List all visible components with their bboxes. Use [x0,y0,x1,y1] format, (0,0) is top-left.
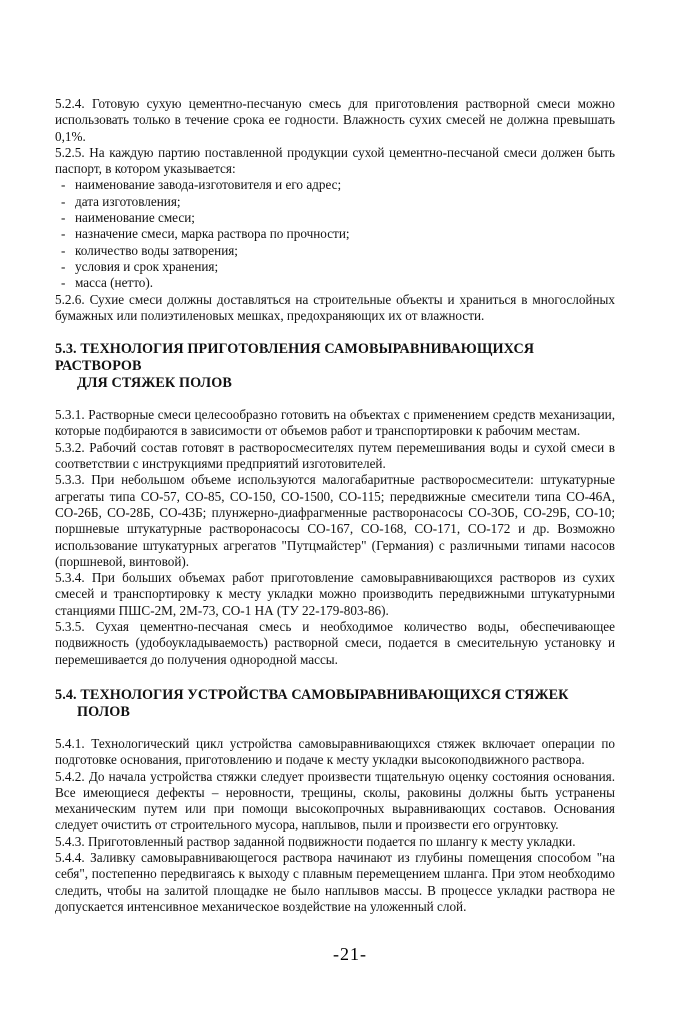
list-item: - условия и срок хранения; [61,259,615,275]
page-number: -21- [333,944,367,964]
section-heading-5-4 [55,687,615,721]
heading-line: ПОЛОВ [77,703,130,720]
paragraph-5-4-1: 5.4.1. Технологический цикл устройства самовыравнивающихся стяжек включает операции по подготовке основания, приготовлению и подаче к месту укладки высокоподвижного раствора. [55,735,615,768]
section-heading-5-3 [55,341,615,392]
paragraph-5-4-2: 5.4.2. До начала устройства стяжки следует произвести тщательную оценку состояния основания. Все имеющиеся дефекты – неровности, трещины, сколы, раковины должны быть устранены механическим путем или при помощи высокопрочных выравнивающих составов. Основания следует очистить от строительного мусора, наплывов, пыли и произвести его огрунтовку. [55,768,615,833]
list-item: - масса (нетто). [61,275,615,291]
paragraph-5-3-4: 5.3.4. При больших объемах работ приготовление самовыравнивающихся растворов из сухих смесей и транспортировку к месту укладки можно производить передвижными штукатурными станциями ПШС-2М, 2М-73, СО-1 НА (ТУ 22-179-803-86). [55,570,615,618]
heading-line: 5.4. ТЕХНОЛОГИЯ УСТРОЙСТВА САМОВЫРАВНИВАЮЩИХСЯ СТЯЖЕК [55,686,569,703]
list-item: - дата изготовления; [61,194,615,210]
paragraph-5-2-4: 5.2.4. Готовую сухую цементно-песчаную смесь для приготовления растворной смеси можно использовать только в течение срока ее годности. Влажность сухих смесей не должна превышать 0,1%. [55,96,615,144]
paragraph-5-3-1: 5.3.1. Растворные смеси целесообразно готовить на объектах с применением средств механизации, которые подбираются в зависимости от объемов работ и транспортировки к рабочим местам. [55,407,615,439]
paragraph-5-3-3: 5.3.3. При небольшом объеме используются малогабаритные растворосмесители: штукатурные агрегаты типа СО-57, СО-85, СО-150, СО-1500, СО-115; передвижные смесители типа СО-46А, СО-26Б, СО-28Б, СО-43Б; плунжерно-диафрагменные растворонасосы СО-3ОБ, СО-29Б, СО-10; поршневые штукатурные растворонасосы СО-167, СО-168, СО-171, СО-172 и др. Возможно использование штукатурных агрегатов "Путцмайстер" (Германия) с различными типами насосов (поршневой, винтовой). [55,472,615,569]
paragraph-5-4-4: 5.4.4. Заливку самовыравнивающегося раствора начинают из глубины помещения способом "на себя", постепенно передвигаясь к выходу с плавным перемещением шланга. При этом необходимо следить, чтобы на залитой площадке не было наплывов массы. В процессе укладки раствора не допускается интенсивное механическое воздействие на уложенный слой. [55,849,615,914]
passport-list [55,177,615,291]
heading-line: 5.3. ТЕХНОЛОГИЯ ПРИГОТОВЛЕНИЯ САМОВЫРАВНИВАЮЩИХСЯ РАСТВОРОВ [55,341,535,375]
paragraph-5-4-3: 5.4.3. Приготовленный раствор заданной подвижности подается по шлангу к месту укладки. [55,833,576,849]
paragraph-5-2-6: 5.2.6. Сухие смеси должны доставляться на строительные объекты и храниться в многослойных бумажных или полиэтиленовых мешках, предохраняющих их от влажности. [55,291,615,323]
list-item: - наименование смеси; [61,210,615,226]
paragraph-5-3-2: 5.3.2. Рабочий состав готовят в растворосмесителях путем перемешивания воды и сухой смеси в соответствии с инструкциями предприятий изготовителей. [55,439,615,472]
heading-line: ДЛЯ СТЯЖЕК ПОЛОВ [77,375,232,392]
list-item: - количество воды затворения; [61,243,615,259]
paragraph-5-3-5: 5.3.5. Сухая цементно-песчаная смесь и необходимое количество воды, обеспечивающее подвижность (удобоукладываемость) растворной смеси, подается в смесительную установку и перемешивается до получения однородной массы. [55,619,615,667]
paragraph-5-2-5: 5.2.5. На каждую партию поставленной продукции сухой цементно-песчаной смеси должен быть паспорт, в котором указывается: [55,144,615,177]
list-item: - назначение смеси, марка раствора по прочности; [61,226,615,242]
list-item: - наименование завода-изготовителя и его адрес; [61,177,615,193]
document-page [55,96,615,915]
